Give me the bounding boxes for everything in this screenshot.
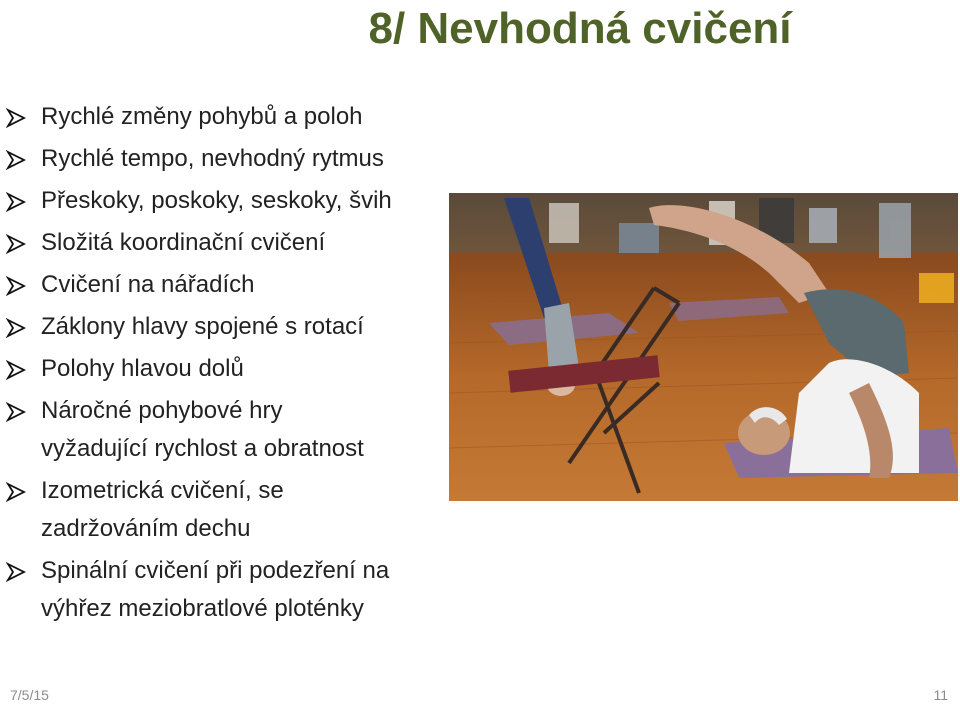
arrowhead-bullet-icon (6, 562, 26, 582)
arrowhead-bullet-icon (6, 108, 26, 128)
slide-title: 8/ Nevhodná cvičení (368, 4, 792, 53)
bullet-item (0, 306, 450, 348)
bullet-text: Polohy hlavou dolů (41, 355, 244, 382)
bullet-text: Náročné pohybové hry (41, 397, 283, 424)
bullet-text: Záklony hlavy spojené s rotací (41, 313, 364, 340)
bullet-item (0, 180, 450, 222)
bullet-text: Rychlé tempo, nevhodný rytmus (41, 145, 384, 172)
arrowhead-bullet-icon (6, 482, 26, 502)
arrowhead-bullet-icon (6, 150, 26, 170)
yoga-photo-illustration (449, 193, 958, 501)
bullet-item (0, 138, 450, 180)
bullet-text-continuation: zadržováním dechu (41, 515, 251, 542)
bullet-item (0, 222, 450, 264)
bullet-text: Složitá koordinační cvičení (41, 229, 326, 256)
bullet-text-continuation: vyžadující rychlost a obratnost (41, 435, 364, 462)
bullet-text: Spinální cvičení při podezření na (41, 557, 390, 584)
bullet-item (0, 470, 450, 550)
arrowhead-bullet-icon (6, 276, 26, 296)
bullet-item (0, 264, 450, 306)
arrowhead-bullet-icon (6, 360, 26, 380)
bullet-item (0, 348, 450, 390)
bullet-list (0, 96, 450, 630)
slide-page-number: 11 (933, 687, 948, 703)
bullet-text-continuation: výhřez meziobratlové ploténky (41, 595, 364, 622)
arrowhead-bullet-icon (6, 234, 26, 254)
bullet-item (0, 550, 450, 630)
arrowhead-bullet-icon (6, 402, 26, 422)
arrowhead-bullet-icon (6, 318, 26, 338)
yoga-class-photo (449, 193, 958, 501)
bullet-text: Přeskoky, poskoky, seskoky, švih (41, 187, 392, 214)
footer-date: 7/5/15 (10, 687, 49, 703)
bullet-item (0, 390, 450, 470)
bullet-text: Izometrická cvičení, se (41, 477, 284, 504)
bullet-text: Cvičení na nářadích (41, 271, 255, 298)
arrowhead-bullet-icon (6, 192, 26, 212)
bullet-item (0, 96, 450, 138)
bullet-text: Rychlé změny pohybů a poloh (41, 103, 363, 130)
